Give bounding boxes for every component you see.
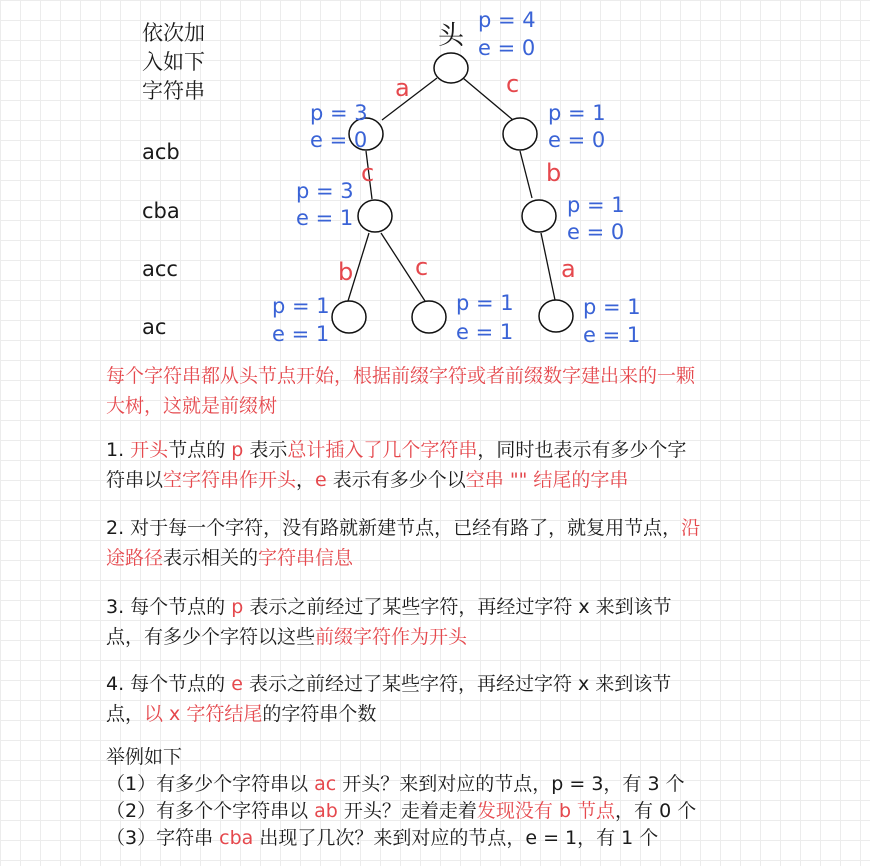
plain-text: （2）有多个个字符串以	[106, 800, 315, 822]
note-line	[106, 543, 700, 573]
word-acb: acb	[142, 140, 180, 164]
trie-node-acc	[412, 301, 446, 333]
node-acb-e: e = 1	[272, 322, 330, 346]
highlight-text: 沿	[681, 517, 701, 539]
note-line	[106, 669, 671, 699]
trie-node-ac	[358, 200, 392, 232]
trie-node-acb	[332, 301, 366, 333]
edge-char-c: c	[361, 159, 375, 187]
node-cb-p: p = 1	[567, 193, 625, 217]
plain-text: 的字符串个数	[262, 703, 377, 725]
plain-text: 4. 每个节点的	[106, 673, 232, 695]
heading-line: 依次加	[142, 21, 205, 45]
highlight-text: 空字符串作开头	[163, 469, 297, 491]
node-root-p: p = 4	[478, 8, 536, 32]
head-label: 头	[438, 21, 465, 51]
highlight-text: 总计插入了几个字符串	[287, 439, 478, 461]
highlight-text: 空串 "" 结尾的字串	[465, 469, 629, 491]
trie-diagram	[0, 0, 870, 360]
node-acc-p: p = 1	[456, 291, 514, 315]
highlight-text: 开头	[130, 439, 169, 461]
highlight-text: 发现没有 b 节点	[476, 800, 616, 822]
highlight-text: 字符串信息	[258, 547, 354, 569]
note-line	[106, 699, 671, 729]
node-cba-e: e = 1	[583, 323, 641, 347]
intro-line: 每个字符串都从头节点开始，根据前缀字符或者前缀数字建出来的一颗	[106, 365, 696, 387]
intro-paragraph	[106, 361, 695, 421]
edge-char-b: b	[338, 258, 354, 286]
plain-text: 表示有多少个以	[326, 469, 466, 491]
plain-text: 开头？走着走着	[337, 800, 477, 822]
edge-char-b: b	[546, 159, 562, 187]
note-point-1	[106, 435, 686, 495]
node-cb-e: e = 0	[567, 220, 625, 244]
heading-line: 字符串	[142, 79, 205, 103]
node-ac-e: e = 1	[296, 206, 354, 230]
plain-text: 2. 对于每一个字符，没有路就新建节点，已经有路了，就复用节点，	[106, 517, 682, 539]
examples-title: 举例如下	[106, 746, 183, 768]
trie-node-cb	[522, 200, 556, 232]
node-a-e: e = 0	[310, 128, 368, 152]
trie-node-root	[434, 53, 468, 83]
plain-text: 3. 每个节点的	[106, 596, 232, 618]
node-root-e: e = 0	[478, 36, 536, 60]
trie-node-cba	[539, 300, 573, 332]
plain-text: 表示之前经过了某些字符，再经过字符 x 来到该节	[243, 596, 672, 618]
plain-text: 符串以	[106, 469, 164, 491]
highlight-text: p	[231, 439, 244, 461]
highlight-text: cba	[219, 827, 254, 849]
edge-char-a: a	[395, 74, 410, 102]
highlight-text: 前缀字符作为开头	[315, 626, 468, 648]
plain-text: 表示相关的	[163, 547, 259, 569]
plain-text: 1.	[106, 439, 131, 461]
plain-text: ，同时也表示有多少个字	[477, 439, 687, 461]
node-cba-p: p = 1	[583, 295, 641, 319]
note-line	[106, 622, 672, 652]
highlight-text: ac	[314, 773, 337, 795]
node-c-p: p = 1	[548, 101, 606, 125]
node-ac-p: p = 3	[296, 179, 354, 203]
example-item	[106, 798, 696, 825]
word-cba: cba	[142, 199, 180, 223]
plain-text: 开头？来到对应的节点，p = 3，有 3 个	[336, 773, 685, 795]
note-line	[106, 465, 686, 495]
word-acc: acc	[142, 257, 178, 281]
plain-text: 点，	[106, 703, 145, 725]
plain-text: （1）有多少个字符串以	[106, 773, 315, 795]
edge-char-a: a	[561, 255, 576, 283]
highlight-text: e	[231, 673, 243, 695]
note-point-2	[106, 513, 700, 573]
node-a-p: p = 3	[310, 101, 368, 125]
node-acb-p: p = 1	[272, 294, 330, 318]
node-c-e: e = 0	[548, 128, 606, 152]
plain-text: 出现了几次？来到对应的节点，e = 1，有 1 个	[253, 827, 659, 849]
edge-c-cb	[520, 151, 532, 198]
highlight-text: ab	[314, 800, 338, 822]
edge-char-c: c	[415, 253, 429, 281]
highlight-text: 途路径	[106, 547, 164, 569]
note-line	[106, 435, 686, 465]
edge-cb-cba	[541, 233, 555, 300]
note-point-4	[106, 669, 671, 729]
highlight-text: e	[315, 469, 327, 491]
plain-text: ，有 0 个	[615, 800, 697, 822]
note-line	[106, 592, 672, 622]
note-line	[106, 513, 700, 543]
plain-text: 表示	[243, 439, 288, 461]
plain-text: 节点的	[168, 439, 232, 461]
note-point-3	[106, 592, 672, 652]
highlight-text: 以 x 字符结尾	[144, 703, 263, 725]
examples-block	[106, 744, 696, 852]
example-item	[106, 771, 696, 798]
example-item	[106, 825, 696, 852]
plain-text: ，	[296, 469, 316, 491]
highlight-text: p	[231, 596, 244, 618]
intro-line: 大树，这就是前缀树	[106, 395, 278, 417]
heading-line: 入如下	[142, 50, 205, 74]
plain-text: （3）字符串	[106, 827, 220, 849]
word-ac: ac	[142, 315, 167, 339]
plain-text: 表示之前经过了某些字符，再经过字符 x 来到该节	[242, 673, 672, 695]
edge-char-c: c	[506, 70, 520, 98]
trie-node-c	[503, 118, 537, 150]
node-acc-e: e = 1	[456, 320, 514, 344]
plain-text: 点，有多少个字符以这些	[106, 626, 316, 648]
